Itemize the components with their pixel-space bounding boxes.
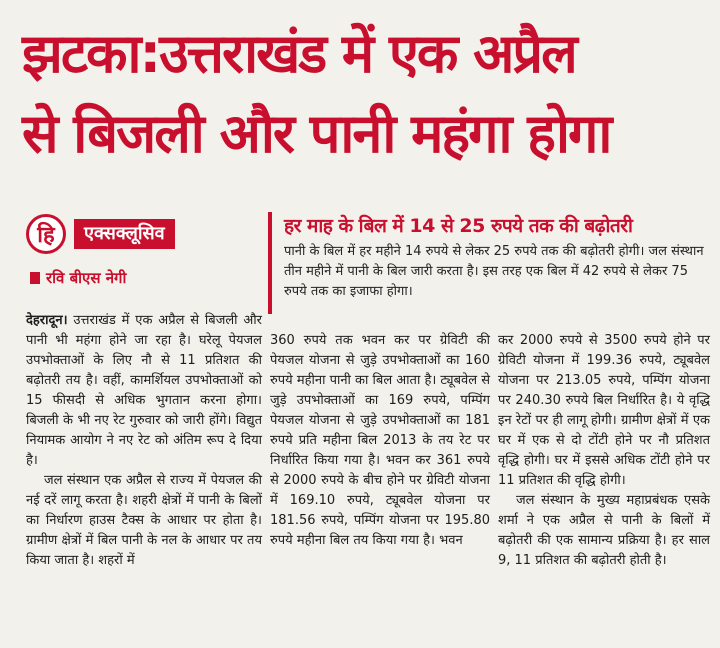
paragraph-text: उत्तराखंड में एक अप्रैल से बिजली और पानी भी महंगा होने जा रहा है। घरेलू पेयजल उपभोक्ताओं के लिए नौ से 11 प्रतिशत की बढ़ोतरी तय है। वहीं, कामर्शियल उपभोक्ताओं को 15 फीसदी से अधिक भुगतान करना होगा। बिजली के भी नए रेट गुरुवार को जारी होंगे। विद्युत नियामक आयोग ने नए रेट को अंतिम रूप दे दिया है।: [26, 313, 262, 468]
paragraph: [26, 311, 262, 471]
subhead-box: [268, 212, 708, 314]
subheadline: हर माह के बिल में 14 से 25 रुपये तक की बढ़ोतरी: [284, 215, 633, 237]
article-column-3: [498, 331, 710, 571]
intro-paragraph: पानी के बिल में हर महीने 14 रुपये से लेकर 25 रुपये तक की बढ़ोतरी होगी। जल संस्थान तीन महीने में पानी के बिल जारी करता है। इस तरह एक बिल में 42 रुपये से लेकर 75 रुपये तक का इजाफा होगा।: [284, 244, 704, 299]
article-column-1: [26, 311, 262, 571]
paragraph: जल संस्थान के मुख्य महाप्रबंधक एसके शर्मा ने एक अप्रैल से पानी के बिलों में बढ़ोतरी की एक सामान्य प्रक्रिया है। हर साल 9, 11 प्रतिशत की बढ़ोतरी होती है।: [498, 493, 710, 568]
bullet-square-icon: [30, 272, 40, 284]
headline-line-1: झटका:उत्तराखंड में एक अप्रैल: [22, 22, 576, 85]
byline-author: रवि बीएस नेगी: [46, 269, 127, 287]
article-column-2: [270, 331, 490, 551]
paragraph: 360 रुपये तक भवन कर पर ग्रेविटी की पेयजल योजना से जुड़े उपभोक्ताओं का 160 रुपये महीना पानी का बिल आता है। ट्यूबवेल से जुड़े उपभोक्ताओं का 169 रुपये, पम्पिंग पेयजल योजना से जुड़े उपभोक्ताओं का 181 रुपये प्रति महीना बिल 2013 के तय रेट पर निर्धारित किया गया है। भवन कर 361 रुपये से 2000 रुपये के बीच होने पर ग्रेविटी योजना में 169.10 रुपये, ट्यूबवेल योजना पर 181.56 रुपये, पम्पिंग योजना पर 195.80 रुपये महीना बिल तय किया गया है। भवन: [270, 333, 491, 548]
byline: [30, 268, 126, 288]
exclusive-brand: [26, 216, 175, 252]
paragraph: जल संस्थान एक अप्रैल से राज्य में पेयजल की नई दरें लागू करता है। शहरी क्षेत्रों में पानी के बिलों का निर्धारण हाउस टैक्स के आधार पर होता है। ग्रामीण क्षेत्रों में बिल पानी के नल के आधार पर तय किया जाता है। शहरों में: [26, 473, 262, 568]
paragraph: कर 2000 रुपये से 3500 रुपये होने पर ग्रेविटी योजना में 199.36 रुपये, ट्यूबवेल योजना पर 213.05 रुपये, पम्पिंग योजना पर 240.30 रुपये बिल निर्धारित है। ये वृद्धि इन रेटों पर ही लागू होगी। ग्रामीण क्षेत्रों में एक घर में एक से दो टोंटी होने पर नौ प्रतिशत वृद्धि होगी। घर में इससे अधिक टोंटी होने पर 11 प्रतिशत की वृद्धि होगी।: [498, 333, 710, 488]
newspaper-logo-icon: हि: [26, 214, 66, 254]
headline: [22, 14, 712, 174]
exclusive-tag: एक्सक्लूसिव: [74, 219, 175, 249]
dateline: देहरादून।: [26, 313, 68, 328]
headline-line-2: से बिजली और पानी महंगा होगा: [22, 102, 611, 165]
